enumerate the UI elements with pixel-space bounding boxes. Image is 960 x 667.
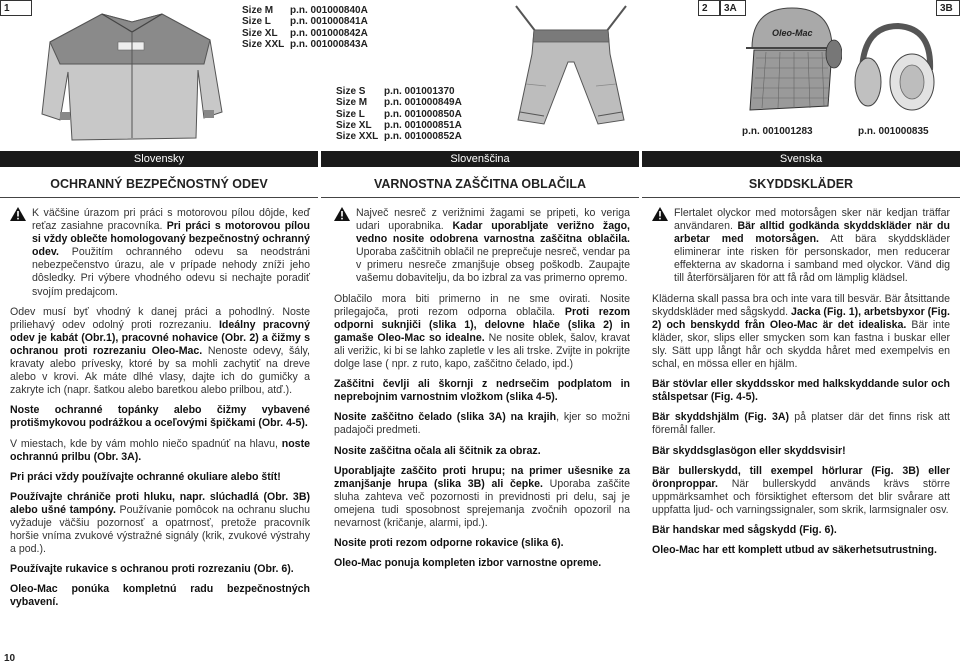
section-title-swedish: SKYDDSKLÄDER bbox=[748, 177, 854, 191]
warning-icon bbox=[652, 207, 674, 286]
text-bold: Nosite zaščitna očala ali ščitnik za obraz. bbox=[334, 444, 541, 457]
text-bold: Pri práci s motorovou pílou si vždy oblečte homologovaný bezpečnostný ochranný odev. bbox=[32, 220, 310, 259]
warning-paragraph bbox=[652, 207, 950, 286]
language-band-slovene: Slovenščina bbox=[321, 151, 639, 167]
jacket-size-row bbox=[242, 39, 368, 50]
text: Používanie pomôcok na ochranu sluchu vyžaduje väčšiu pozornosť a opatrnosť, pretože pracovník horšie vníma zvukové výstražné signály (krik, zvukové výstrahy a pod.). bbox=[10, 503, 310, 556]
text-bold: Bär bullerskydd, till exempel hörlurar (Fig. 3B) eller öronproppar. bbox=[652, 464, 950, 490]
trouser-size-row bbox=[336, 97, 462, 108]
paragraph bbox=[10, 491, 310, 556]
text-bold: Bär alltid godkända skyddskläder när du arbetar med motorsågen. bbox=[674, 220, 950, 246]
jacket-size-row bbox=[242, 16, 368, 27]
part-number: p.n. 001000841A bbox=[290, 16, 368, 28]
text: Uporaba zaščite sluha zahteva več pozornosti in previdnosti pri delu, saj je omejena tudi sposobnost sprejemanja zvočnih opozoril na nevarnost (kričanje, alarmi, ipd.). bbox=[334, 477, 630, 529]
warning-icon bbox=[10, 207, 32, 299]
part-number: p.n. 001000843A bbox=[290, 38, 368, 50]
text-column-swedish bbox=[652, 207, 950, 564]
paragraph bbox=[334, 411, 630, 437]
paragraph bbox=[652, 411, 950, 437]
text: Oblačilo mora biti primerno in ne sme ovirati. Nosite prilegajoča, proti rezom odporna oblačila. bbox=[334, 292, 630, 318]
paragraph bbox=[334, 445, 630, 458]
paragraph bbox=[334, 557, 630, 570]
part-number: p.n. 001000840A bbox=[290, 5, 368, 16]
paragraph bbox=[10, 583, 310, 609]
text: Použitím ochranného odevu sa neodstráni nebezpečenstvo úrazu, ale v prípade nehody zníži jeho dôsledky. Pri výbere vhodného odevu si nechajte poradiť svojím predajcom. bbox=[32, 246, 310, 298]
text: V miestach, kde by vám mohlo niečo spadnúť na hlavu, bbox=[10, 437, 282, 450]
jacket-size-row bbox=[242, 28, 368, 39]
size-label: Size XXL bbox=[242, 38, 285, 50]
trouser-size-row bbox=[336, 131, 462, 142]
text-column-slovene bbox=[334, 207, 630, 577]
warning-paragraph bbox=[334, 207, 630, 286]
figure-number-3a: 3A bbox=[720, 0, 746, 16]
section-title-slovak: OCHRANNÝ BEZPEČNOSTNÝ ODEV bbox=[50, 177, 268, 191]
page-number: 10 bbox=[4, 653, 16, 664]
earmuffs-illustration bbox=[852, 20, 938, 116]
language-band-slovak: Slovensky bbox=[0, 151, 318, 167]
text-bold: Uporabljajte zaščito proti hrupu; na primer ušesnike za zmanjšanje hrupa (slika 3B) ali čepke. bbox=[334, 464, 630, 490]
text: Nenoste odevy, šály, kravaty alebo prívesky, ktoré by sa mohli zachytiť na dreve alebo v krovi. Ak máte dlhé vlasy, dajte ich do gumičky a zakryte ich (napr. šatkou alebo baretkou alebo prilbou, atď.). bbox=[10, 344, 310, 397]
paragraph bbox=[652, 465, 950, 517]
part-number: p.n. 001000842A bbox=[290, 27, 368, 39]
text-bold: Oleo-Mac ponuja kompleten izbor varnostne opreme. bbox=[334, 557, 602, 570]
text-bold: Bär skyddsglasögon eller skyddsvisir! bbox=[652, 444, 846, 457]
text-bold: Kadar uporabljate verižno žago, vedno nosite odobrena varnostna zaščitna oblačila. bbox=[356, 220, 630, 246]
earmuffs-part-number: p.n. 001000835 bbox=[858, 126, 929, 137]
text-bold: Jacka (Fig. 1), arbetsbyxor (Fig. 2) och benskydd från Oleo-Mac är det idealiska. bbox=[652, 305, 950, 331]
part-number: p.n. 001000850A bbox=[384, 108, 462, 120]
paragraph bbox=[10, 471, 310, 484]
paragraph bbox=[652, 544, 950, 557]
text-column-slovak bbox=[10, 207, 310, 617]
paragraph bbox=[334, 465, 630, 530]
text-bold: noste ochrannú prilbu (Obr. 3A). bbox=[10, 437, 310, 463]
text: Kläderna skall passa bra och inte vara till besvär. Bär åtsittande skyddskläder med sågskydd. bbox=[652, 292, 950, 318]
part-number: p.n. 001000852A bbox=[384, 131, 462, 143]
part-number: p.n. 001000851A bbox=[384, 119, 462, 131]
trouser-size-row bbox=[336, 120, 462, 131]
text-bold: Noste ochranné topánky alebo čižmy vybavené protišmykovou podrážkou a oceľovými špičkami (Obr. 4-5). bbox=[10, 404, 310, 430]
text: Največ nesreč z verižnimi žagami se pripeti, ko veriga udari uporabnika. bbox=[356, 207, 630, 233]
language-band-swedish: Svenska bbox=[642, 151, 960, 167]
warning-paragraph bbox=[10, 207, 310, 299]
text-bold: Nosite proti rezom odporne rokavice (slika 6). bbox=[334, 537, 564, 550]
divider bbox=[642, 197, 960, 198]
text: Odev musí byť vhodný k danej práci a pohodlný. Noste priliehavý odev odolný proti rozrezaniu. bbox=[10, 305, 310, 331]
paragraph bbox=[334, 537, 630, 550]
size-label: Size S bbox=[336, 86, 366, 97]
paragraph bbox=[10, 563, 310, 576]
text: Att bära skyddskläder eliminerar inte risken för personskador, men reducerar effekterna av skadorna i samband med olyckor. Vänd dig till återförsäljaren för att få råd om lämplig klädsel. bbox=[674, 233, 950, 285]
size-label: Size XL bbox=[242, 27, 278, 39]
part-number: p.n. 001000849A bbox=[384, 97, 462, 109]
divider bbox=[0, 197, 318, 198]
figure-number-1: 1 bbox=[0, 0, 32, 16]
size-label: Size XXL bbox=[336, 131, 379, 143]
text-bold: Bär stövlar eller skyddsskor med halkskyddande sulor och stålspetsar (Fig. 4-5). bbox=[652, 378, 950, 404]
section-title-slovene: VARNOSTNA ZAŠČITNA OBLAČILA bbox=[373, 177, 587, 191]
text: Flertalet olyckor med motorsågen sker när kedjan träffar användaren. bbox=[674, 207, 950, 233]
jacket-size-row bbox=[242, 5, 368, 16]
paragraph bbox=[334, 293, 630, 372]
helmet-logo: Oleo-Mac bbox=[772, 28, 813, 38]
jacket-illustration bbox=[32, 2, 232, 146]
text-bold: Proti rezom odporni suknjiči (slika 1), delovne hlače (slika 2) in gamaše Oleo-Mac so idealne. bbox=[334, 305, 631, 344]
text: Uporaba zaščitnih oblačil ne preprečuje nesreč, vendar pa v primeru nesreče zmanjšuje obseg poškodb. Zaupajte vašemu dobavitelju, da bo izbral za vas primerno opremo. bbox=[356, 246, 630, 285]
text-bold: Zaščitni čevlji ali škornji z nedrsečim podplatom in neprebojnim varnostnim vložkom (slika 4-5). bbox=[334, 378, 630, 404]
size-label: Size M bbox=[336, 97, 368, 109]
helmet-illustration bbox=[736, 2, 842, 122]
text-bold: Používajte rukavice s ochranou proti rozrezaniu (Obr. 6). bbox=[10, 563, 294, 576]
text: på platser där det finns risk att föremål faller. bbox=[652, 411, 950, 437]
text-bold: Bär skyddshjälm (Fig. 3A) bbox=[652, 411, 790, 424]
divider bbox=[321, 197, 639, 198]
text-bold: Pri práci vždy používajte ochranné okuliare alebo štít! bbox=[10, 470, 281, 483]
paragraph bbox=[652, 524, 950, 537]
trouser-size-list bbox=[336, 86, 462, 142]
text: , kjer so možni padajoči predmeti. bbox=[334, 411, 630, 437]
paragraph bbox=[652, 378, 950, 404]
paragraph bbox=[652, 445, 950, 458]
figure-number-3b: 3B bbox=[936, 0, 960, 16]
trousers-illustration bbox=[506, 4, 636, 130]
text-bold: Oleo-Mac ponúka kompletnú radu bezpečnostných vybavení. bbox=[10, 583, 310, 609]
paragraph bbox=[10, 306, 310, 398]
paragraph bbox=[652, 293, 950, 372]
text: K väčšine úrazom pri práci s motorovou pílou dôjde, keď reťaz zasiahne pracovníka. bbox=[32, 207, 310, 233]
paragraph bbox=[334, 378, 630, 404]
text-bold: Nosite zaščitno čelado (slika 3A) na krajih bbox=[334, 411, 557, 424]
jacket-size-list bbox=[242, 5, 368, 50]
text: Ne nosite oblek, šalov, kravat ali verižic, ki bi se lahko zapletle v les ali trske. Zvijte in pokrijte dolge lase ( npr. z ruto, kapo, zaščitno čelado, ipd.) bbox=[334, 331, 630, 371]
text-bold: Používajte chrániče proti hluku, napr. slúchadlá (Obr. 3B) alebo ušné tampóny. bbox=[10, 490, 310, 516]
size-label: Size L bbox=[336, 108, 365, 120]
paragraph bbox=[10, 404, 310, 430]
text: Bär inte kläder, skor, slips eller smycken som kan fastna i buskar eller sly. Sätt upp långt hår och skydda håret med exempelvis en schal, en mössa eller en hjälm. bbox=[652, 318, 950, 371]
part-number: p.n. 001001370 bbox=[384, 86, 455, 97]
size-label: Size XL bbox=[336, 119, 372, 131]
text-bold: Bär handskar med sågskydd (Fig. 6). bbox=[652, 523, 837, 536]
warning-icon bbox=[334, 207, 356, 286]
text-bold: Ideálny pracovný odev je kabát (Obr.1), pracovné nohavice (Obr. 2) a čižmy s ochranou proti rozrezaniu Oleo-Mac. bbox=[10, 318, 310, 357]
trouser-size-row bbox=[336, 86, 462, 97]
paragraph bbox=[10, 438, 310, 464]
helmet-part-number: p.n. 001001283 bbox=[742, 126, 813, 137]
text-bold: Oleo-Mac har ett komplett utbud av säkerhetsutrustning. bbox=[652, 544, 937, 557]
trouser-size-row bbox=[336, 109, 462, 120]
size-label: Size M bbox=[242, 5, 274, 16]
text: När bullerskydd används krävs större uppmärksamhet och försiktighet eftersom det blir svårare att uppfatta ljud- och varningssignaler, som skrik, larmsignaler osv. bbox=[652, 477, 950, 516]
figure-number-2: 2 bbox=[698, 0, 720, 16]
size-label: Size L bbox=[242, 16, 271, 28]
